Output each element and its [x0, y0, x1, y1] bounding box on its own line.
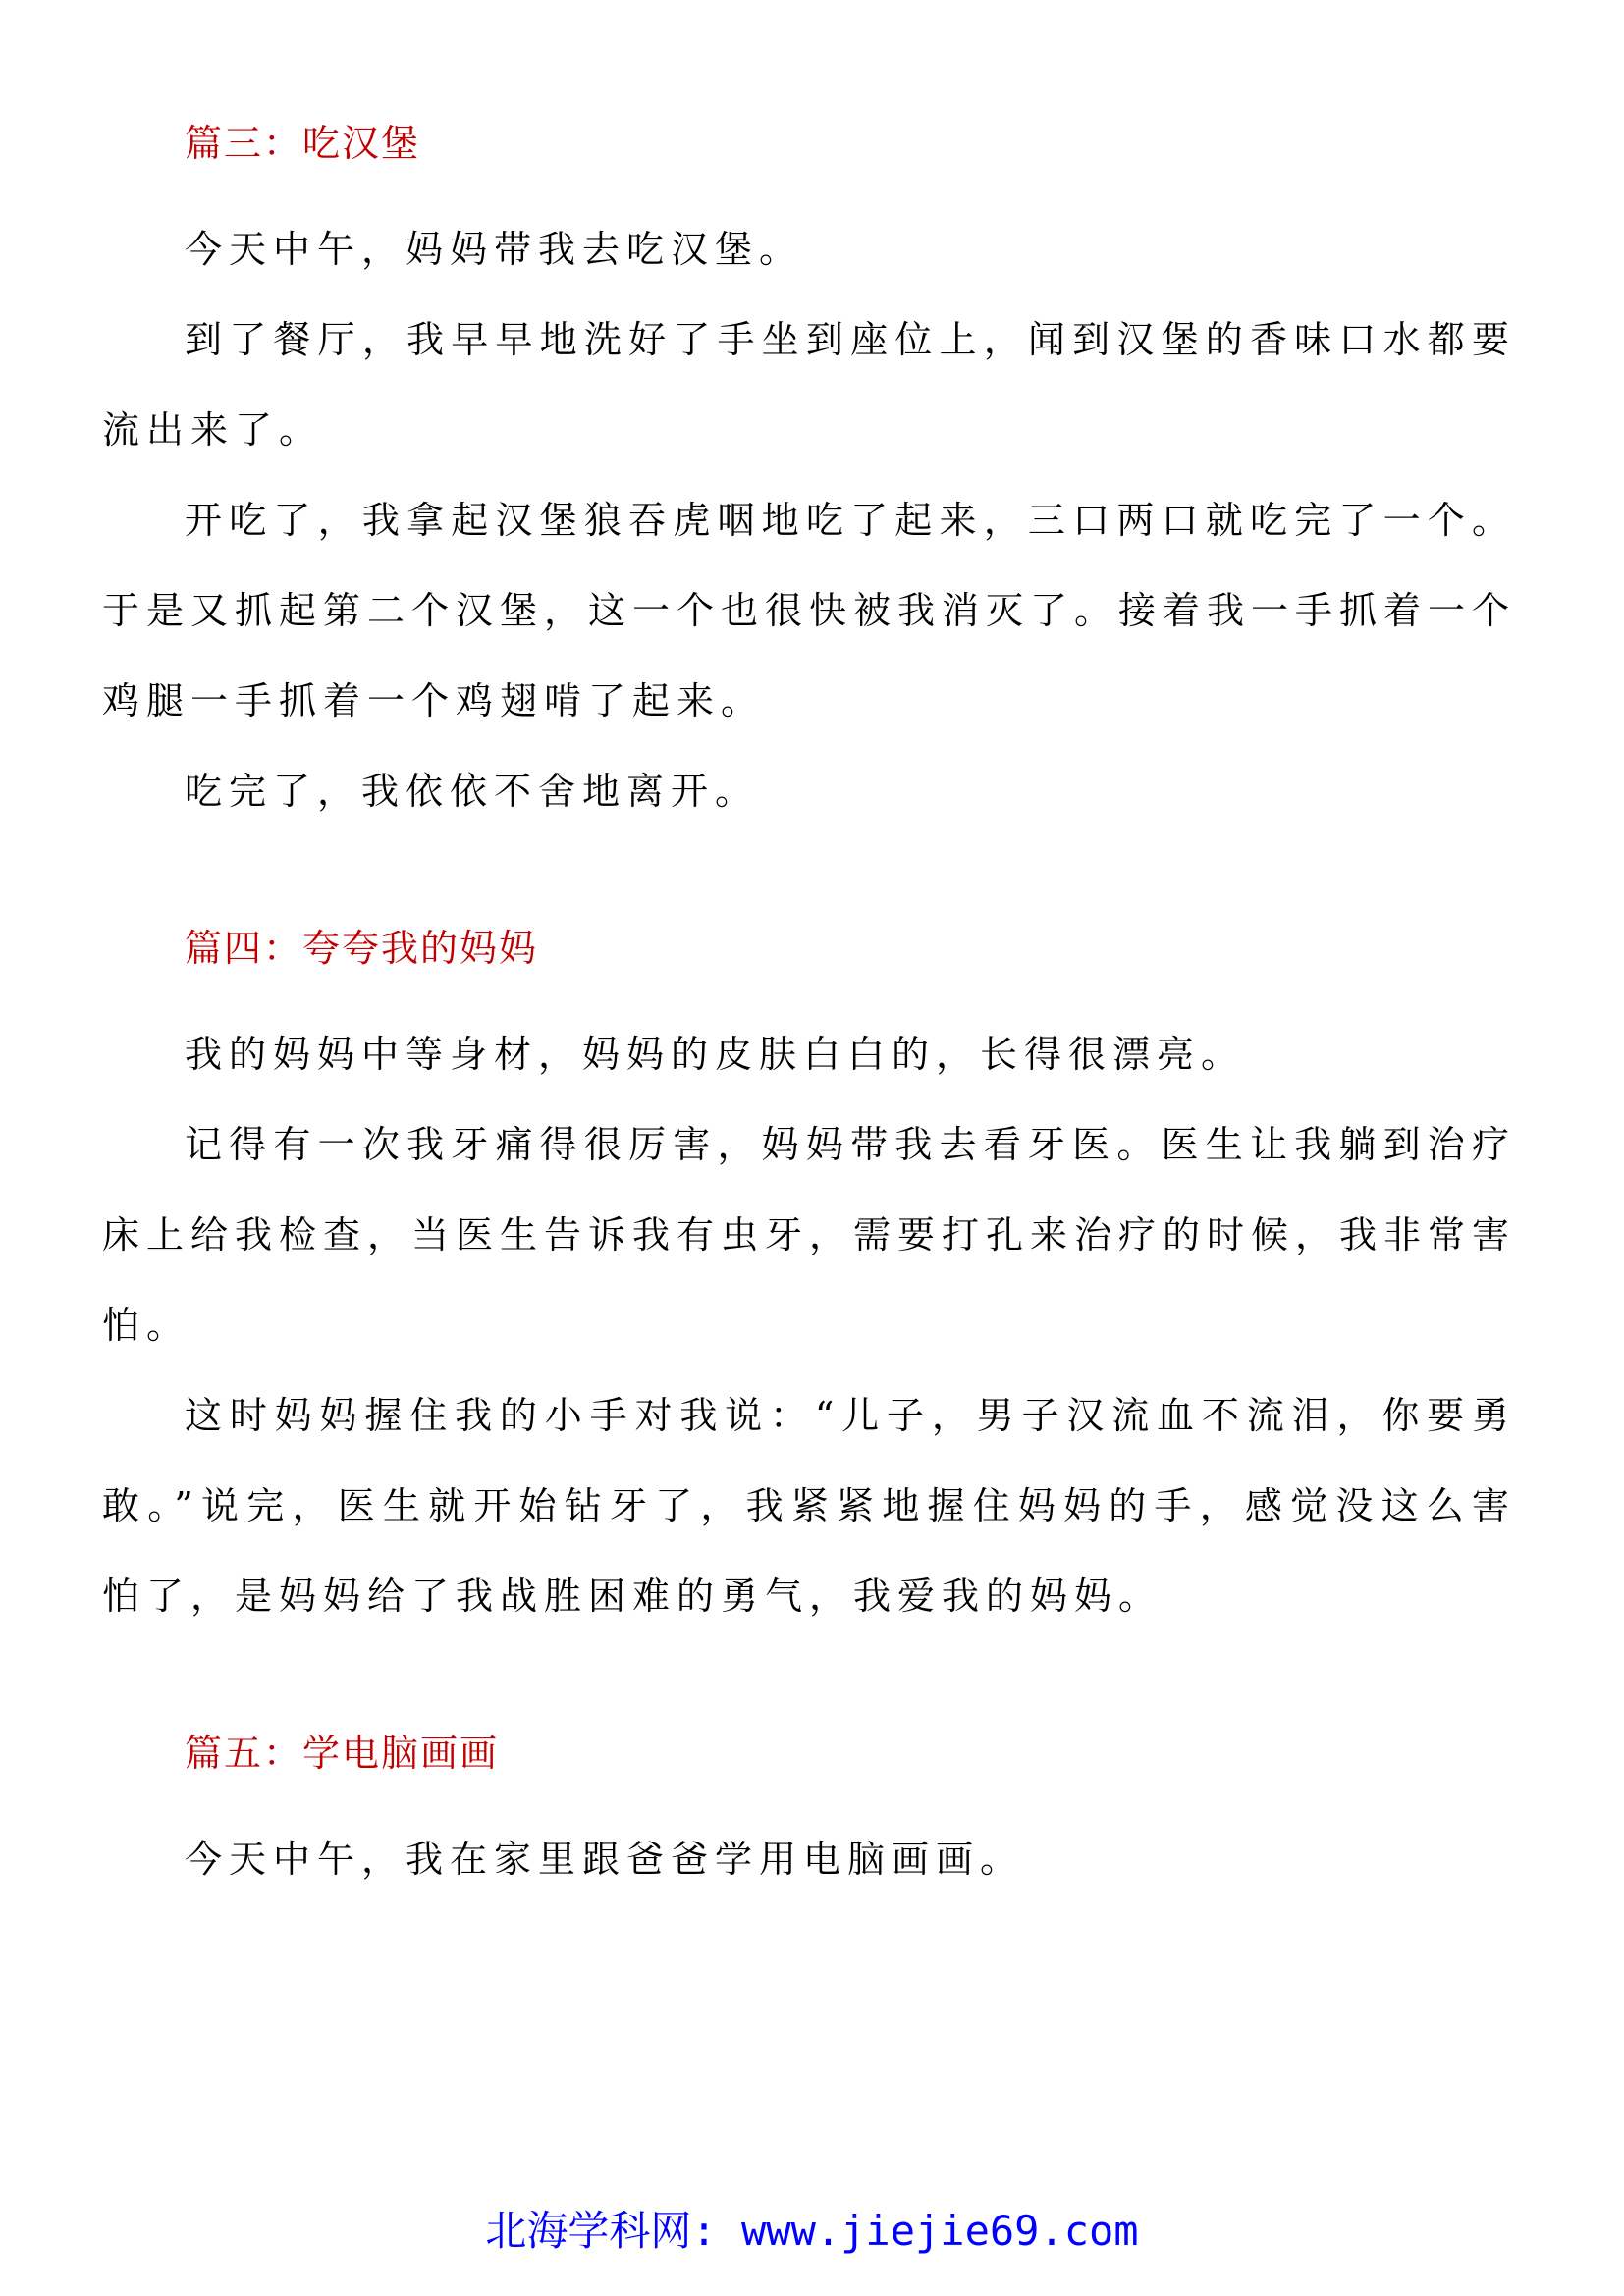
section-spacer — [102, 1641, 1516, 1726]
paragraph: 我的妈妈中等身材，妈妈的皮肤白白的，长得很漂亮。 — [185, 1033, 1246, 1076]
section-4 — [102, 921, 1516, 1641]
document-content — [102, 116, 1516, 1904]
paragraph: 今天中午，妈妈带我去吃汉堡。 — [185, 228, 804, 271]
section-heading: 篇三：吃汉堡 — [185, 122, 421, 165]
paragraph: 开吃了，我拿起汉堡狼吞虎咽地吃了起来，三口两口就吃完了一个。于是又抓起第二个汉堡，这一个也很快被我消灭了。接着我一手抓着一个鸡腿一手抓着一个鸡翅啃了起来。 — [102, 499, 1517, 722]
paragraph: 今天中午，我在家里跟爸爸学用电脑画画。 — [185, 1838, 1025, 1881]
paragraph: 吃完了，我依依不舍地离开。 — [185, 770, 760, 813]
section-heading: 篇五：学电脑画画 — [185, 1732, 500, 1775]
section-spacer — [102, 836, 1516, 921]
section-heading: 篇四：夸夸我的妈妈 — [185, 927, 539, 970]
footer-website: 北海学科网: www.jiejie69.com — [485, 2207, 1139, 2255]
section-5 — [102, 1726, 1516, 1904]
paragraph: 到了餐厅，我早早地洗好了手坐到座位上，闻到汉堡的香味口水都要流出来了。 — [102, 318, 1516, 452]
paragraph: 这时妈妈握住我的小手对我说：“儿子，男子汉流血不流泪，你要勇敢。”说完，医生就开始钻牙了，我紧紧地握住妈妈的手，感觉没这么害怕了，是妈妈给了我战胜困难的勇气，我爱我的妈妈。 — [102, 1394, 1516, 1618]
section-3 — [102, 116, 1516, 836]
paragraph: 记得有一次我牙痛得很厉害，妈妈带我去看牙医。医生让我躺到治疗床上给我检查，当医生告诉我有虫牙，需要打孔来治疗的时候，我非常害怕。 — [102, 1123, 1517, 1347]
